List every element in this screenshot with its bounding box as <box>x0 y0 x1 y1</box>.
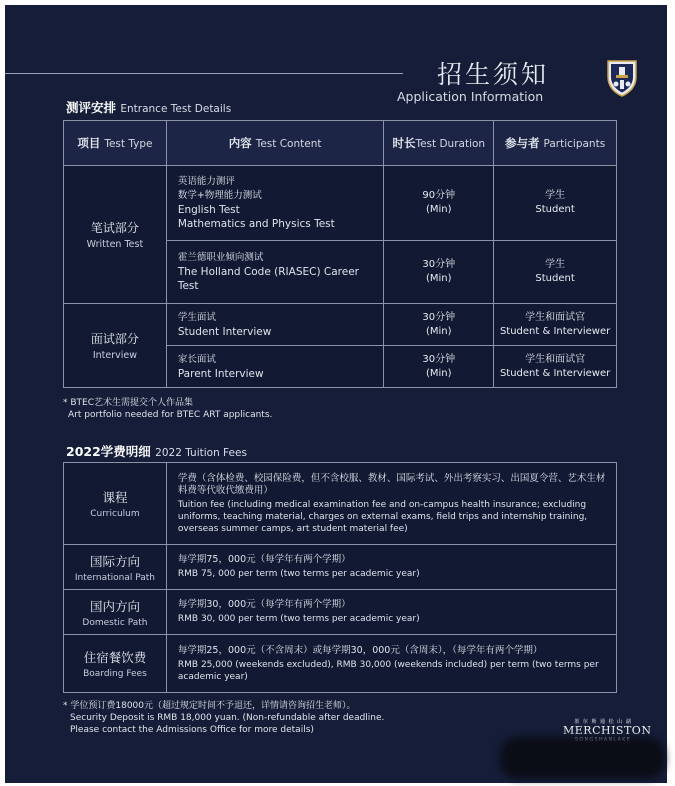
table-header-row <box>64 121 617 166</box>
test-content-cell: 英语能力测评 数学+物理能力测试 English Test Mathematics and Physics Test <box>166 166 384 241</box>
participant-cell: 学生和面试官 Student & Interviewer <box>494 304 617 346</box>
test-content-cell: 霍兰德职业倾向测试 The Holland Code (RIASEC) Career Test <box>166 241 384 304</box>
participant-cell: 学生 Student <box>494 166 617 241</box>
table-row <box>64 166 617 241</box>
test-content-cell: 家长面试 Parent Interview <box>166 346 384 388</box>
table-row <box>64 463 617 545</box>
tuition-fee-table <box>63 462 617 693</box>
entrance-section-title-cn: 测评安排 <box>66 100 117 115</box>
btec-note <box>63 397 272 421</box>
fee-detail-cell: 每学期25，000元（不含周末）或每学期30，000元（含周末），（每学年有两个学期） RMB 25,000 (weekends excluded), RMB 30,000 (weekends included) per term (two terms per academic year) <box>166 635 616 693</box>
entrance-section-title-en: Entrance Test Details <box>120 103 232 115</box>
col-test-duration: 时长Test Duration <box>384 121 494 166</box>
deposit-note-en-2: Please contact the Admissions Office for more details) <box>70 725 314 735</box>
fees-section-title <box>66 442 247 460</box>
entrance-section-title <box>66 98 231 116</box>
header-rule <box>5 73 403 74</box>
fees-section-title-cn: 2022学费明细 <box>66 444 151 459</box>
fee-detail-cell: 每学期30，000元（每学年有两个学期） RMB 30, 000 per term (two terms per academic year) <box>166 590 616 635</box>
table-row <box>64 590 617 635</box>
fee-category-cell: 国内方向 Domestic Path <box>64 590 167 635</box>
test-content-cell: 学生面试 Student Interview <box>166 304 384 346</box>
deposit-note <box>63 700 384 736</box>
deposit-note-cn: * 学位预订费18000元（超过规定时间不予退还，详情请咨询招生老师）。 <box>63 701 356 711</box>
fee-category-cell: 住宿餐饮费 Boarding Fees <box>64 635 167 693</box>
redacted-area <box>500 737 665 779</box>
col-test-type: 项目 Test Type <box>64 121 167 166</box>
table-row <box>64 635 617 693</box>
interview-cell: 面试部分 Interview <box>64 304 167 388</box>
duration-cell: 90分钟 (Min) <box>384 166 494 241</box>
deposit-note-en-1: Security Deposit is RMB 18,000 yuan. (Non-refundable after deadline. <box>70 713 385 723</box>
duration-cell: 30分钟 (Min) <box>384 346 494 388</box>
participant-cell: 学生和面试官 Student & Interviewer <box>494 346 617 388</box>
page-title-en: Application Information <box>397 89 544 104</box>
fees-section-title-en: 2022 Tuition Fees <box>155 447 247 459</box>
fee-category-cell: 课程 Curriculum <box>64 463 167 545</box>
duration-cell: 30分钟 (Min) <box>384 304 494 346</box>
fee-detail-cell: 学费（含体检费、校园保险费，但不含校服、教材、国际考试、外出考察实习、出国夏令营、艺术生材料费等代收代缴费用） Tuition fee (including medical examination fee and on-campus health insurance; excluding uniforms, teaching material, charges on external exams, field trips and internship training, overseas summer camps, art student material fee) <box>166 463 616 545</box>
school-logo: 墨 尔 斯 通 松 山 湖 MERCHISTON <box>563 719 652 737</box>
btec-note-cn: * BTEC艺术生需提交个人作品集 <box>63 398 194 408</box>
fee-detail-cell: 每学期75，000元（每学年有两个学期） RMB 75, 000 per term (two terms per academic year) <box>166 545 616 590</box>
table-row <box>64 545 617 590</box>
btec-note-en: Art portfolio needed for BTEC ART applicants. <box>68 410 273 420</box>
info-panel <box>5 5 667 783</box>
table-row <box>64 304 617 346</box>
duration-cell: 30分钟 (Min) <box>384 241 494 304</box>
entrance-test-table <box>63 120 617 388</box>
col-test-content: 内容 Test Content <box>166 121 384 166</box>
fee-category-cell: 国际方向 International Path <box>64 545 167 590</box>
written-test-cell: 笔试部分 Written Test <box>64 166 167 304</box>
participant-cell: 学生 Student <box>494 241 617 304</box>
school-crest-icon <box>605 57 639 97</box>
col-participants: 参与者 Participants <box>494 121 617 166</box>
page-title-cn: 招生须知 <box>437 60 550 89</box>
